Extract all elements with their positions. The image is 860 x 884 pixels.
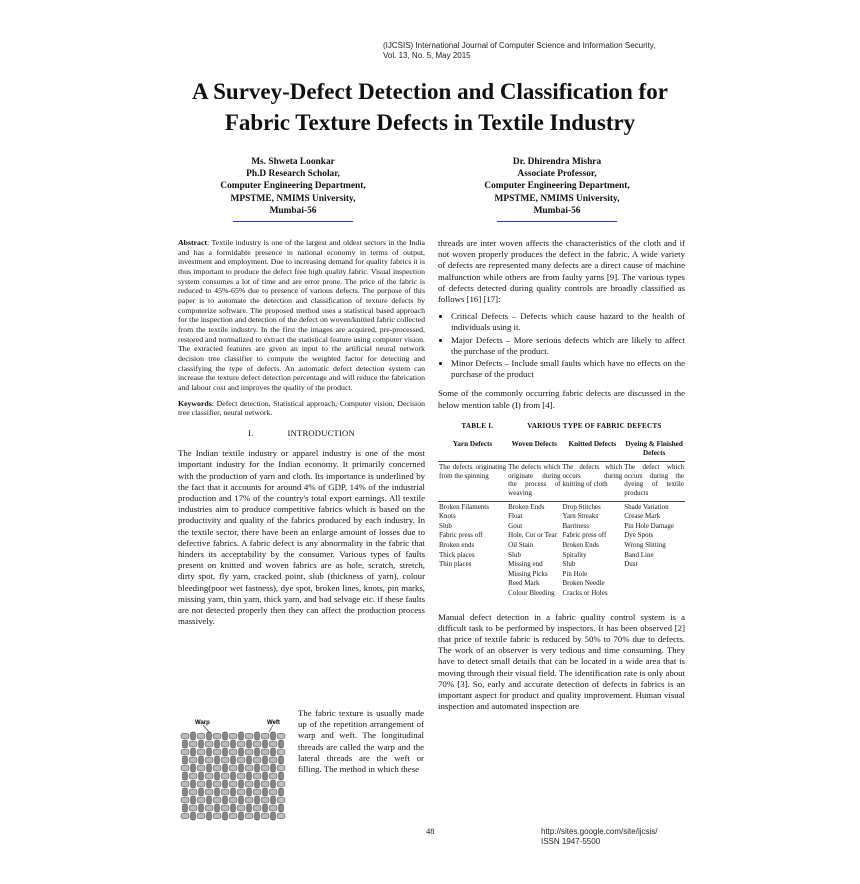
weft-thread-segment xyxy=(189,742,197,747)
weft-thread-segment xyxy=(229,798,237,803)
footer-info xyxy=(541,827,658,847)
warp-thread-segment xyxy=(215,740,220,748)
table-cell: Band Line xyxy=(624,550,654,559)
weft-thread-segment xyxy=(205,758,213,763)
keywords-text: : Defect detection, Statistical approach, Computer vision, Decision tree classifier, neural network. xyxy=(178,398,425,418)
section-number: I. xyxy=(248,427,254,438)
warp-thread-segment xyxy=(231,772,236,780)
weft-thread-segment xyxy=(181,782,189,787)
journal-header xyxy=(383,41,655,61)
right-column xyxy=(438,238,685,718)
warp-thread-segment xyxy=(215,804,220,812)
warp-thread-segment xyxy=(223,796,228,804)
warp-thread-segment xyxy=(207,812,212,820)
table-cell: Shade Variation xyxy=(624,502,669,511)
table-cell: Crease Mark xyxy=(624,512,661,521)
weft-thread-segment xyxy=(221,774,229,779)
table-cell: Slub xyxy=(439,521,452,530)
table-cell: Knots xyxy=(439,512,456,521)
table-cell: Yarn Streaks xyxy=(562,512,599,521)
warp-thread-segment xyxy=(279,788,284,796)
warp-thread-segment xyxy=(223,748,228,756)
journal-line-1: (IJCSIS) International Journal of Computer Science and Information Security, xyxy=(383,41,656,50)
table-cell: Thin places xyxy=(439,560,472,569)
weft-thread-segment xyxy=(237,806,245,811)
warp-thread-segment xyxy=(215,788,220,796)
warp-thread-segment xyxy=(183,788,188,796)
table-cell xyxy=(438,578,507,588)
weave-figure xyxy=(177,714,289,822)
table-cell: Wrong Slitting xyxy=(624,540,666,549)
weft-thread-segment xyxy=(213,798,221,803)
warp-thread-segment xyxy=(215,772,220,780)
table-cell: Pin Hole Damage xyxy=(624,521,674,530)
weft-thread-segment xyxy=(181,798,189,803)
weft-thread-segment xyxy=(277,734,285,739)
left-column xyxy=(178,238,425,633)
footer-url: http://sites.google.com/site/ijcsis/ xyxy=(541,827,658,836)
abstract-label: Abstract xyxy=(178,238,208,247)
table-header: Yarn Defects xyxy=(438,438,507,462)
warp-thread-segment xyxy=(239,796,244,804)
weft-thread-segment xyxy=(277,782,285,787)
author-city: Mumbai-56 xyxy=(269,205,317,216)
weft-thread-segment xyxy=(237,774,245,779)
weft-thread-segment xyxy=(253,774,261,779)
warp-thread-segment xyxy=(191,780,196,788)
author-department: Computer Engineering Department, xyxy=(484,181,630,192)
warp-thread-segment xyxy=(231,788,236,796)
weft-thread-segment xyxy=(229,766,237,771)
table-cell: Cracks or Holes xyxy=(562,588,608,597)
table-cell: Dust xyxy=(624,560,638,569)
table-row xyxy=(438,550,685,560)
warp-thread-segment xyxy=(191,812,196,820)
weft-thread-segment xyxy=(213,734,221,739)
intro-paragraph-fabric: The fabric texture is usually made up of the repetition arrangement of warp and weft. The longitudinal threads are called the warp and the lateral threads are the weft or filling. The method in which these xyxy=(298,708,424,775)
fabric-defects-table xyxy=(438,438,685,598)
table-cell: Oil Stain xyxy=(508,540,534,549)
table-cell: Missing Picks xyxy=(508,569,548,578)
table-cell xyxy=(623,578,685,588)
weft-thread-segment xyxy=(253,742,261,747)
table-cell: Broken Ends xyxy=(508,502,545,511)
weft-thread-segment xyxy=(261,782,269,787)
table-cell: Barriness xyxy=(562,521,589,530)
list-item: • Minor Defects – Include small faults which have no effects on the purchase of the product xyxy=(451,358,685,380)
warp-thread-segment xyxy=(263,756,268,764)
table-cell: Colour Bleeding xyxy=(508,588,555,597)
warp-thread-segment xyxy=(239,732,244,740)
table-cell: Dye Spots xyxy=(624,531,654,540)
warp-thread-segment xyxy=(239,812,244,820)
footer-issn: ISSN 1947-5500 xyxy=(541,837,601,846)
author-name: Ms. Shweta Loonkar xyxy=(251,157,335,167)
weft-thread-segment xyxy=(197,798,205,803)
weft-thread-segment xyxy=(253,758,261,763)
table-row xyxy=(438,462,685,501)
weft-thread-segment xyxy=(205,806,213,811)
warp-thread-segment xyxy=(255,796,260,804)
right-paragraph-1: threads are inter woven affects the characteristics of the cloth and if not woven properly produces the defect in the fabric. A wide variety of defects are represented many defects are a direct cause of machine malfunction while others are from faulty yarns [9]. The various types of defects detected during quality controls are broadly classified as follows [16] [17]: xyxy=(438,238,685,305)
weft-thread-segment xyxy=(277,766,285,771)
warp-thread-segment xyxy=(191,764,196,772)
table-title: VARIOUS TYPE OF FABRIC DEFECTS xyxy=(527,421,662,430)
warp-thread-segment xyxy=(231,804,236,812)
table-cell: The defects which originate during the process of weaving xyxy=(507,462,561,501)
table-cell xyxy=(623,569,685,579)
warp-thread-segment xyxy=(255,780,260,788)
warp-thread-segment xyxy=(183,756,188,764)
author-role: Associate Professor, xyxy=(517,169,597,180)
weft-thread-segment xyxy=(277,750,285,755)
list-item: • Major Defects – More serious defects which are likely to affect the purchase of the product. xyxy=(451,335,685,357)
weft-thread-segment xyxy=(245,734,253,739)
weft-thread-segment xyxy=(269,790,277,795)
section-title: INTRODUCTION xyxy=(287,427,355,438)
weft-thread-segment xyxy=(221,742,229,747)
table-number: TABLE I. xyxy=(461,421,494,430)
warp-thread-segment xyxy=(239,748,244,756)
table-header-row xyxy=(438,438,685,462)
author-university: MPSTME, NMIMS University, xyxy=(494,193,620,204)
table-cell: Thick places xyxy=(439,550,475,559)
author-email-rule xyxy=(233,221,353,222)
weft-thread-segment xyxy=(261,814,269,819)
paper-title-line-2: Fabric Texture Defects in Textile Industry xyxy=(224,110,636,135)
weft-thread-segment xyxy=(253,806,261,811)
warp-thread-segment xyxy=(255,812,260,820)
warp-thread-segment xyxy=(199,804,204,812)
table-header: Woven Defects xyxy=(507,438,561,462)
table-cell: Fabric press off xyxy=(439,531,483,540)
warp-thread-segment xyxy=(271,796,276,804)
section-heading-introduction xyxy=(178,428,425,438)
author-email-rule xyxy=(497,221,617,222)
table-cell: Reed Mark xyxy=(508,579,540,588)
table-cell: Hole, Cut or Tear xyxy=(508,531,557,540)
weft-thread-segment xyxy=(213,814,221,819)
weft-thread-segment xyxy=(197,750,205,755)
table-cell: Spirality xyxy=(562,550,587,559)
warp-thread-segment xyxy=(191,748,196,756)
author-role: Ph.D Research Scholar, xyxy=(246,169,340,180)
weft-thread-segment xyxy=(197,766,205,771)
table-cell: Broken Needle xyxy=(562,579,605,588)
table-row xyxy=(438,578,685,588)
warp-thread-segment xyxy=(271,780,276,788)
weft-pointer xyxy=(269,725,273,732)
warp-thread-segment xyxy=(263,804,268,812)
table-cell: Pin Hole xyxy=(562,569,588,578)
weft-thread-segment xyxy=(189,790,197,795)
weft-thread-segment xyxy=(213,782,221,787)
weft-thread-segment xyxy=(269,774,277,779)
author-university: MPSTME, NMIMS University, xyxy=(230,193,356,204)
weft-thread-segment xyxy=(181,750,189,755)
table-row xyxy=(438,559,685,569)
table-cell: The defect which occurs during the dyeing of textile products xyxy=(623,462,685,501)
warp-thread-segment xyxy=(247,788,252,796)
weft-thread-segment xyxy=(213,766,221,771)
list-item: • Critical Defects – Defects which cause hazard to the health of individuals using it. xyxy=(451,311,685,333)
table-cell xyxy=(438,588,507,598)
warp-thread-segment xyxy=(263,788,268,796)
warp-thread-segment xyxy=(271,748,276,756)
table-header: Knitted Defects xyxy=(561,438,623,462)
weft-thread-segment xyxy=(245,798,253,803)
warp-thread-segment xyxy=(215,756,220,764)
warp-thread-segment xyxy=(199,756,204,764)
weft-thread-segment xyxy=(229,734,237,739)
warp-thread-segment xyxy=(247,756,252,764)
weft-thread-segment xyxy=(181,734,189,739)
journal-line-2: Vol. 13, No. 5, May 2015 xyxy=(383,51,471,60)
intro-paragraph: The Indian textile industry or apparel industry is one of the most important industry for the Indian economy. It primarily concerned with the production of yarn and cloth. Its importance is underlined by the fact that it accounts for around 4% of GDP, 14% of the industrial production and 17% of the country's total export earnings. All textile industries aim to produce competitive fabrics which is based on the productivity and quality of the fabrics produced by each industry. In the textile sector, there have been an enlarge amount of losses due to defective fabrics. A fabric defect is any abnormality in the fabric that hinders its acceptability by the consumer. Various types of faults present on knitted and woven fabrics are as hole, scratch, stretch, dirty spot, fly yarn, cracked point, slub (thickness of yarn), colour bleeding(poor wet fastness), dye spot, broken lines, knots, pin marks, missing yarn, thin yarn, thick yarn, and bad selvage etc. if these faults are not detected properly then they can affect the production process massively. xyxy=(178,448,425,627)
warp-thread-segment xyxy=(223,780,228,788)
table-cell: The defects which occurs during knitting of cloth xyxy=(561,462,623,501)
warp-thread-segment xyxy=(255,764,260,772)
defect-class-list xyxy=(438,311,685,380)
weft-thread-segment xyxy=(229,814,237,819)
table-cell xyxy=(438,569,507,579)
warp-thread-segment xyxy=(207,764,212,772)
page-number: 48 xyxy=(426,827,435,836)
table-cell: Drop Stitches xyxy=(562,502,601,511)
weft-thread-segment xyxy=(197,734,205,739)
warp-thread-segment xyxy=(239,764,244,772)
author-name: Dr. Dhirendra Mishra xyxy=(512,157,602,167)
table-row xyxy=(438,521,685,531)
warp-weft-diagram xyxy=(177,714,289,822)
weft-thread-segment xyxy=(261,766,269,771)
author-city: Mumbai-56 xyxy=(533,205,581,216)
weft-thread-segment xyxy=(197,814,205,819)
weft-thread-segment xyxy=(245,750,253,755)
warp-thread-segment xyxy=(247,804,252,812)
weft-label: Weft xyxy=(267,720,280,726)
weft-thread-segment xyxy=(261,750,269,755)
weft-thread-segment xyxy=(205,790,213,795)
table-row xyxy=(438,511,685,521)
warp-thread-segment xyxy=(279,772,284,780)
warp-thread-segment xyxy=(239,780,244,788)
table-row xyxy=(438,569,685,579)
warp-thread-segment xyxy=(255,732,260,740)
table-row xyxy=(438,501,685,511)
table-cell: Slub xyxy=(508,550,521,559)
warp-thread-segment xyxy=(207,780,212,788)
weft-thread-segment xyxy=(181,766,189,771)
author-block-2 xyxy=(432,156,682,222)
weft-thread-segment xyxy=(205,774,213,779)
table-cell: Fabric press off xyxy=(562,531,607,540)
warp-thread-segment xyxy=(223,812,228,820)
table-caption xyxy=(438,421,685,432)
weft-thread-segment xyxy=(189,758,197,763)
weft-thread-segment xyxy=(221,758,229,763)
author-department: Computer Engineering Department, xyxy=(220,181,366,192)
weft-thread-segment xyxy=(261,734,269,739)
warp-pointer xyxy=(203,725,209,732)
weft-thread-segment xyxy=(189,806,197,811)
weft-thread-segment xyxy=(213,750,221,755)
warp-thread-segment xyxy=(271,732,276,740)
weft-thread-segment xyxy=(277,798,285,803)
warp-thread-segment xyxy=(279,804,284,812)
author-block-1 xyxy=(168,156,418,222)
warp-thread-segment xyxy=(191,796,196,804)
warp-thread-segment xyxy=(183,740,188,748)
table-cell: The defects originating from the spinning xyxy=(438,462,507,501)
warp-thread-segment xyxy=(271,812,276,820)
weft-thread-segment xyxy=(245,766,253,771)
warp-thread-segment xyxy=(223,764,228,772)
warp-thread-segment xyxy=(183,772,188,780)
warp-thread-segment xyxy=(247,740,252,748)
weft-thread-segment xyxy=(269,758,277,763)
warp-thread-segment xyxy=(207,748,212,756)
keywords-label: Keywords xyxy=(178,398,212,408)
keywords xyxy=(178,399,425,418)
weft-thread-segment xyxy=(205,742,213,747)
warp-thread-segment xyxy=(199,740,204,748)
paper-title xyxy=(120,76,740,138)
table-cell: Broken Filaments xyxy=(439,502,489,511)
warp-thread-segment xyxy=(199,788,204,796)
table-row xyxy=(438,540,685,550)
table-cell xyxy=(623,588,685,598)
warp-thread-segment xyxy=(191,732,196,740)
abstract xyxy=(178,238,425,393)
table-cell: Gout xyxy=(508,521,523,530)
table-cell: Broken ends xyxy=(439,540,475,549)
weft-thread-segment xyxy=(189,774,197,779)
weft-thread-segment xyxy=(269,742,277,747)
weft-thread-segment xyxy=(261,798,269,803)
weft-thread-segment xyxy=(269,806,277,811)
warp-thread-segment xyxy=(255,748,260,756)
warp-thread-segment xyxy=(247,772,252,780)
warp-thread-segment xyxy=(263,740,268,748)
warp-thread-segment xyxy=(279,756,284,764)
weft-thread-segment xyxy=(229,750,237,755)
right-paragraph-2: Some of the commonly occurring fabric defects are discussed in the below mention table (I) from [4]. xyxy=(438,388,685,410)
warp-label: Warp xyxy=(195,720,210,726)
table-cell: Broken Ends xyxy=(562,540,599,549)
weft-thread-segment xyxy=(181,814,189,819)
table-row xyxy=(438,588,685,598)
weft-thread-segment xyxy=(197,782,205,787)
weft-thread-segment xyxy=(237,758,245,763)
weft-thread-segment xyxy=(229,782,237,787)
weft-thread-segment xyxy=(237,790,245,795)
warp-thread-segment xyxy=(199,772,204,780)
weft-thread-segment xyxy=(277,814,285,819)
warp-thread-segment xyxy=(263,772,268,780)
warp-thread-segment xyxy=(207,732,212,740)
warp-thread-segment xyxy=(223,732,228,740)
weft-thread-segment xyxy=(221,790,229,795)
warp-thread-segment xyxy=(231,740,236,748)
weft-thread-segment xyxy=(221,806,229,811)
weft-thread-segment xyxy=(245,814,253,819)
table-cell: Slub xyxy=(562,560,576,569)
right-paragraph-3: Manual defect detection in a fabric quality control system is a difficult task to be performed by inspectors. It has been observed [2] that price of textile fabric is reduced by 50% to 70% due to defects. The work of an observer is very tedious and time consuming. They have to detect small details that can be located in a wide area that is moving through their visual field. The identification rate is only about 70% [3]. So, early and accurate detection of defects in fabrics is an important aspect for product and quality improvement. Human visual inspection and automated inspection are xyxy=(438,611,685,712)
warp-thread-segment xyxy=(231,756,236,764)
weft-thread-segment xyxy=(237,742,245,747)
paper-title-line-1: A Survey-Defect Detection and Classification for xyxy=(192,79,668,104)
table-header: Dyeing & Finished Defects xyxy=(623,438,685,462)
warp-thread-segment xyxy=(183,804,188,812)
table-row xyxy=(438,530,685,540)
warp-thread-segment xyxy=(271,764,276,772)
weft-thread-segment xyxy=(245,782,253,787)
warp-thread-segment xyxy=(207,796,212,804)
abstract-text: : Textile industry is one of the largest and oldest sectors in the India and has a formidable presence in national economy in terms of output, investment and employment. Due to increasing demand for quality fabrics it is thus important to produce the defect free high quality fabric. Visual inspection system consumes a lot of time and are error prone. The price of the fabric is reduced to 45%-65% due to presence of various defects. The purpose of this paper is to automate the detection and classification of texture defects by computerize software. The proposed method uses a statistical based approach for the inspection and detection of the defect on woven/knitted fabric collected from the textile industry. In the first the images are acquired, pre-processed, restored and normalized to extract the statistical feature using computer vision. The extracted features are given an input to the artificial neural network decision tree classifier to compute the weighted factor for detecting and classifying the type of defects. An automatic defect detection system can increase the texture defect detection percentage and will reduce the fabrication and labour cost and improves the quality of the product. xyxy=(178,238,425,392)
table-cell: Missing end xyxy=(508,560,543,569)
weft-thread-segment xyxy=(253,790,261,795)
table-cell: Float xyxy=(508,512,523,521)
weave-grid xyxy=(181,732,285,820)
warp-thread-segment xyxy=(279,740,284,748)
